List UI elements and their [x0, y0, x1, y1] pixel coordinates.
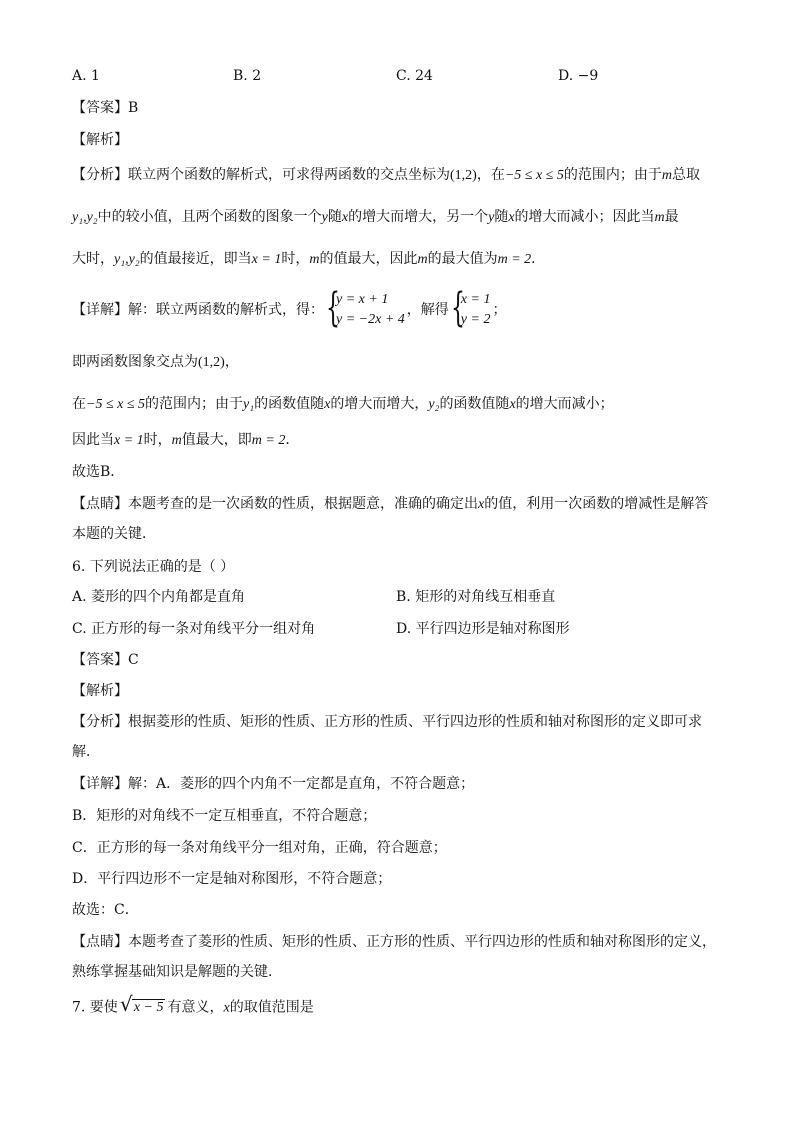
math-m: m: [654, 210, 665, 225]
q6-xiangjie-line-1: 【详解】解：A．菱形的四个内角不一定都是直角，不符合题意；: [72, 776, 475, 792]
text: 的函数值随: [439, 396, 510, 412]
math-x-eq-1: x = 1: [251, 252, 282, 267]
text: 最: [664, 209, 679, 225]
math-m: m: [309, 252, 320, 267]
text: 【点睛】本题考查的是一次函数的性质，根据题意，准确的确定出: [72, 496, 478, 512]
brace-icon: {: [450, 285, 465, 331]
text: 大时，: [72, 251, 114, 267]
math-x: x: [478, 497, 485, 512]
text: ．: [285, 432, 300, 448]
equation-system-2: [450, 285, 491, 331]
text: 【分析】联立两个函数的解析式，可求得两函数的交点坐标为: [72, 167, 450, 183]
math-m-eq-2: m = 2: [251, 433, 286, 448]
q6-option-a: A. 菱形的四个内角都是直角: [72, 589, 246, 605]
math-x-eq-1: x = 1: [114, 433, 144, 448]
text: 的值，利用一次函数的增减性是解答: [484, 496, 709, 512]
text: 的增大而减小；因此当: [514, 209, 655, 225]
q6-analysis-heading: 【解析】: [72, 683, 128, 699]
text: 的值最接近，即当: [139, 251, 252, 267]
q5-xiangjie-line: [72, 285, 507, 331]
text: 即两函数图象交点为: [72, 354, 198, 370]
text: 随: [494, 209, 509, 225]
text: ；: [492, 302, 507, 318]
math-range: −5 ≤ x ≤ 5: [86, 397, 146, 412]
text: 值最大，即: [181, 432, 252, 448]
math-x: x: [509, 397, 516, 412]
text: 的范围内；由于: [563, 167, 662, 183]
option-c: C. 24: [396, 68, 433, 84]
equation-row: y = x + 1: [336, 292, 389, 307]
math-x: x: [341, 210, 349, 225]
text: 的最大值为: [427, 251, 498, 267]
q5-intersection-line: [72, 352, 239, 373]
q5-fenxi-line-1: [72, 165, 700, 186]
text: 中的较小值，且两个函数的图象一个: [97, 209, 322, 225]
text: ，: [224, 354, 239, 370]
radicand: x − 5: [133, 1000, 164, 1015]
math-y1y2: y₁,y₂: [72, 210, 98, 225]
text: 随: [327, 209, 342, 225]
math-y1: y₁: [243, 397, 255, 412]
q5-dianjing-line-1: [72, 494, 708, 515]
text: 的增大而增大，另一个: [348, 209, 489, 225]
option-b: B. 2: [233, 68, 262, 84]
text: 的增大而增大，: [330, 396, 429, 412]
q6-dianjing-line-1: 【点睛】本题考查了菱形的性质、矩形的性质、正方形的性质、平行四边形的性质和轴对称图形的定义，: [72, 934, 716, 950]
math-m: m: [661, 168, 672, 183]
q7-stem: [72, 992, 314, 1019]
q5-conclusion-line: [72, 430, 299, 451]
math-point: (1,2): [198, 355, 225, 370]
q6-option-c: C. 正方形的每一条对角线平分一组对角: [72, 621, 316, 637]
math-y1y2: y₁,y₂: [114, 252, 140, 267]
q6-xiangjie-line-3: C．正方形的每一条对角线平分一组对角，正确，符合题意；: [72, 840, 447, 856]
math-range: −5 ≤ x ≤ 5: [504, 168, 564, 183]
q6-xiangjie-line-4: D．平行四边形不一定是轴对称图形，不符合题意；: [72, 871, 392, 887]
math-y: y: [488, 210, 495, 225]
q6-option-b: B. 矩形的对角线互相垂直: [396, 589, 556, 605]
q5-analysis-heading: 【解析】: [72, 132, 128, 148]
q6-choose: 故选：C．: [72, 902, 139, 918]
text: 因此当: [72, 432, 114, 448]
text: 时，: [143, 432, 172, 448]
q6-option-d: D. 平行四边形是轴对称图形: [396, 621, 570, 637]
q6-dianjing-line-2: 熟练掌握基础知识是解题的关键．: [72, 964, 282, 980]
q6-stem: 6. 下列说法正确的是（ ）: [72, 559, 235, 575]
option-d: D. −9: [558, 68, 599, 84]
text: 的范围内；由于: [145, 396, 244, 412]
q5-range-line: [72, 394, 614, 415]
text: 【详解】解：联立两函数的解析式，得：: [72, 302, 324, 318]
math-x: x: [508, 210, 515, 225]
text: ．: [531, 251, 546, 267]
q6-answer: 【答案】C: [72, 652, 139, 668]
equation-row: y = 2: [460, 312, 491, 327]
math-m-eq-2: m = 2: [497, 252, 532, 267]
equation-row: y = −2x + 4: [336, 312, 405, 327]
math-m: m: [417, 252, 428, 267]
math-point: (1,2): [450, 168, 477, 183]
math-y: y: [321, 210, 328, 225]
text: 有意义，: [167, 999, 224, 1016]
text: 时，: [281, 251, 310, 267]
q5-dianjing-line-2: 本题的关键．: [72, 526, 156, 542]
text: 7. 要使: [72, 999, 118, 1016]
q6-xiangjie-line-2: B．矩形的对角线不一定互相垂直，不符合题意；: [72, 808, 377, 824]
q5-fenxi-line-2: [72, 207, 679, 228]
math-x: x: [223, 1000, 230, 1016]
math-x: x: [324, 397, 331, 412]
q6-fenxi-line-1: 【分析】根据菱形的性质、矩形的性质、正方形的性质、平行四边形的性质和轴对称图形的定义即可求: [72, 714, 702, 730]
text: 的值最大，因此: [319, 251, 418, 267]
text: 的取值范围是: [229, 999, 314, 1016]
text: 总取: [671, 167, 700, 183]
text: ，在: [476, 167, 505, 183]
text: 的函数值随: [254, 396, 325, 412]
equation-row: x = 1: [460, 292, 491, 307]
math-m: m: [171, 433, 182, 448]
q5-fenxi-line-3: [72, 249, 545, 270]
q5-answer: 【答案】B: [72, 100, 139, 116]
square-root: [119, 992, 166, 1018]
radical-icon: √: [119, 992, 133, 1016]
text: 在: [72, 396, 86, 412]
math-y2: y₂: [428, 397, 440, 412]
q6-fenxi-line-2: 解．: [72, 744, 100, 760]
text: 的增大而减小；: [515, 396, 614, 412]
equation-system-1: [326, 285, 405, 331]
brace-icon: {: [326, 285, 340, 331]
text: ，解得: [406, 302, 449, 318]
option-a: A. 1: [72, 68, 100, 84]
q5-choose: 故选B．: [72, 464, 125, 480]
